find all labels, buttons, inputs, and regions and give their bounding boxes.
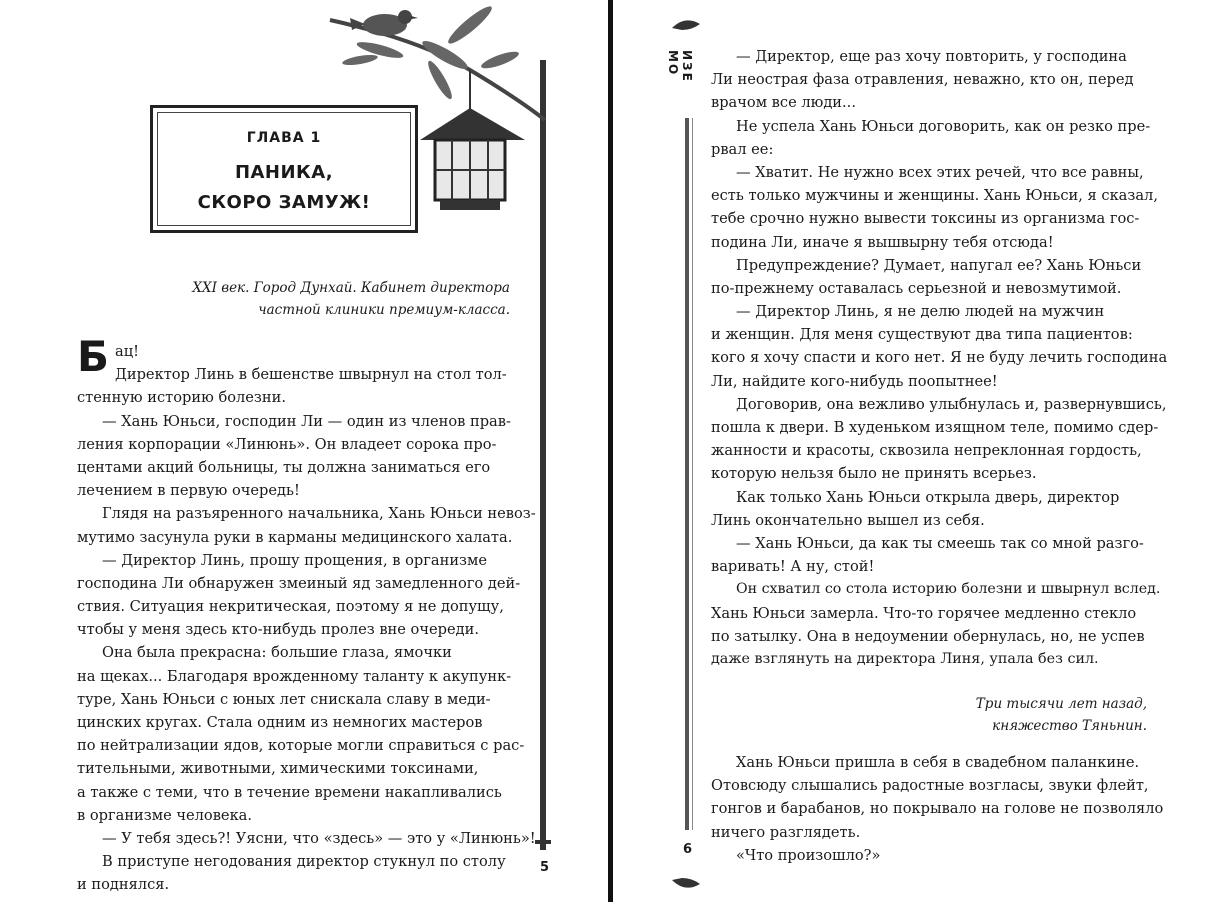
text-line: Предупреждение? Думает, напугал ее? Хань Юньси [736,256,1142,274]
text-line: Договорив, она вежливо улыбнулась и, развернувшись, [736,395,1167,413]
epigraph-line: XXI век. Город Дунхай. Кабинет директора [192,280,510,296]
text-line: и поднялся. [77,876,170,894]
text-line: Глядя на разъяренного начальника, Хань Юньси невоз- [102,505,536,523]
epigraph-line: княжество Тяньнин. [992,718,1147,734]
text-line: Отовсюду слышались радостные возгласы, звуки флейт, [711,777,1149,795]
text-line: рвал ее: [711,140,774,158]
epigraph-2 [900,693,1147,737]
text-line: пошла к двери. В худеньком изящном теле, помимо сдер- [711,419,1159,436]
text-line: варивать! А ну, стой! [711,558,875,576]
text-line: — Директор Линь, я не делю людей на мужчин [736,303,1105,321]
text-line: по нейтрализации ядов, которые могли справиться с рас- [77,737,525,755]
text-line: и женщин. Для меня существуют два типа пациентов: [711,326,1133,344]
text-line: тительными, животными, химическими токсинами, [77,760,479,778]
margin-rule [685,118,689,830]
text-line: Не успела Хань Юньси договорить, как он резко пре- [736,117,1151,135]
text-line: туре, Хань Юньси с юных лет снискала славу в меди- [77,690,491,708]
text-line: Она была прекрасна: большие глаза, ямочки [102,644,452,662]
text-line: на щеках... Благодаря врожденному таланту к акупунк- [77,667,512,685]
chapter-title-line: СКОРО ЗАМУЖ! [197,192,371,213]
left-page [0,0,608,902]
text-line: кого я хочу спасти и кого нет. Я не буду лечить господина [711,349,1168,367]
right-body-text [711,45,1168,671]
text-line: а также с теми, что в течение времени накапливались [77,783,502,801]
text-line: подина Ли, иначе я вышвырну тебя отсюда! [711,233,1054,251]
text-line: — Хватит. Не нужно всех этих речей, что все равны, [736,163,1144,181]
epigraph-line: частной клиники премиум-класса. [258,302,510,318]
text-line: врачом все люди... [711,94,856,112]
page-number: 5 [540,860,550,875]
text-line: центами акций больницы, ты должна заниматься его [77,458,491,476]
text-line: по затылку. Она в недоумении обернулась, но, не успев [711,627,1145,645]
right-body-text-2 [711,751,1164,867]
text-line: господина Ли обнаружен змеиный яд замедленного дей- [77,574,521,592]
page-number: 6 [683,842,693,857]
text-line: даже взглянуть на директора Линя, упала без сил. [711,650,1099,667]
text-line: «Что произошло?» [736,846,881,864]
text-line: которую нельзя было не принять всерьез. [711,465,1037,483]
text-line: Хань Юньси пришла в себя в свадебном паланкине. [736,754,1140,771]
text-line: Линь окончательно вышел из себя. [711,511,985,529]
epigraph-line: Три тысячи лет назад, [975,696,1147,712]
text-line: Директор Линь в бешенстве швырнул на стол тол- [115,366,507,384]
text-line: в организме человека. [77,806,253,824]
text-line: тебе срочно нужно вывести токсины из организма гос- [711,210,1140,228]
text-line: гонгов и барабанов, но покрывало на голове не позволяло [711,800,1164,818]
text-line: стенную историю болезни. [77,389,286,407]
text-line: по-прежнему оставалась серьезной и невозмутимой. [711,279,1122,297]
text-line: ления корпорации «Линюнь». Он владеет сорока про- [77,435,497,453]
chapter-title-line: ПАНИКА, [234,162,334,183]
lantern-icon [420,70,525,210]
text-line: ац! [115,343,139,360]
text-line: есть только мужчины и женщины. Хань Юньси, я сказал, [711,187,1158,205]
epigraph [150,277,510,321]
drop-cap: Б [77,332,110,381]
running-head: ИЗЕ МО [666,50,694,83]
bird-icon [350,10,418,36]
text-line: ствия. Ситуация некритическая, поэтому я не допущу, [77,598,504,616]
text-line: — Директор Линь, прошу прощения, в организме [102,551,487,569]
cloud-ornament-icon [666,20,700,887]
text-line: Как только Хань Юньси открыла дверь, директор [736,488,1120,506]
text-line: мутимо засунула руки в карманы медицинского халата. [77,528,513,546]
chapter-label: ГЛАВА 1 [246,130,322,146]
text-line: лечением в первую очередь! [77,482,300,500]
chapter-title [153,158,415,218]
text-line: ничего разглядеть. [711,823,861,841]
text-line: Хань Юньси замерла. Что-то горячее медленно стекло [711,604,1137,622]
text-line: чтобы у меня здесь кто-нибудь пролез вне очереди. [77,621,479,639]
page-gutter [608,0,613,902]
text-line: Ли неострая фаза отравления, неважно, кто он, перед [711,71,1134,89]
chapter-heading-frame [150,105,418,233]
text-line: цинских кругах. Стала одним из немногих мастеров [77,714,483,731]
ornament-post [540,60,546,850]
text-line: Он схватил со стола историю болезни и швырнул вслед. [736,581,1161,598]
text-line: В приступе негодования директор стукнул по столу [102,853,506,871]
text-line: — У тебя здесь?! Уясни, что «здесь» — это у «Линюнь»! [102,829,536,847]
text-line: Ли, найдите кого-нибудь поопытнее! [711,372,998,390]
text-line: — Хань Юньси, господин Ли — один из членов прав- [102,412,511,430]
text-line: — Директор, еще раз хочу повторить, у господина [736,48,1127,65]
text-line: жанности и красоты, сквозила непреклонная гордость, [711,442,1142,460]
text-line: — Хань Юньси, да как ты смеешь так со мной разго- [736,534,1144,552]
left-body-text [77,340,536,897]
